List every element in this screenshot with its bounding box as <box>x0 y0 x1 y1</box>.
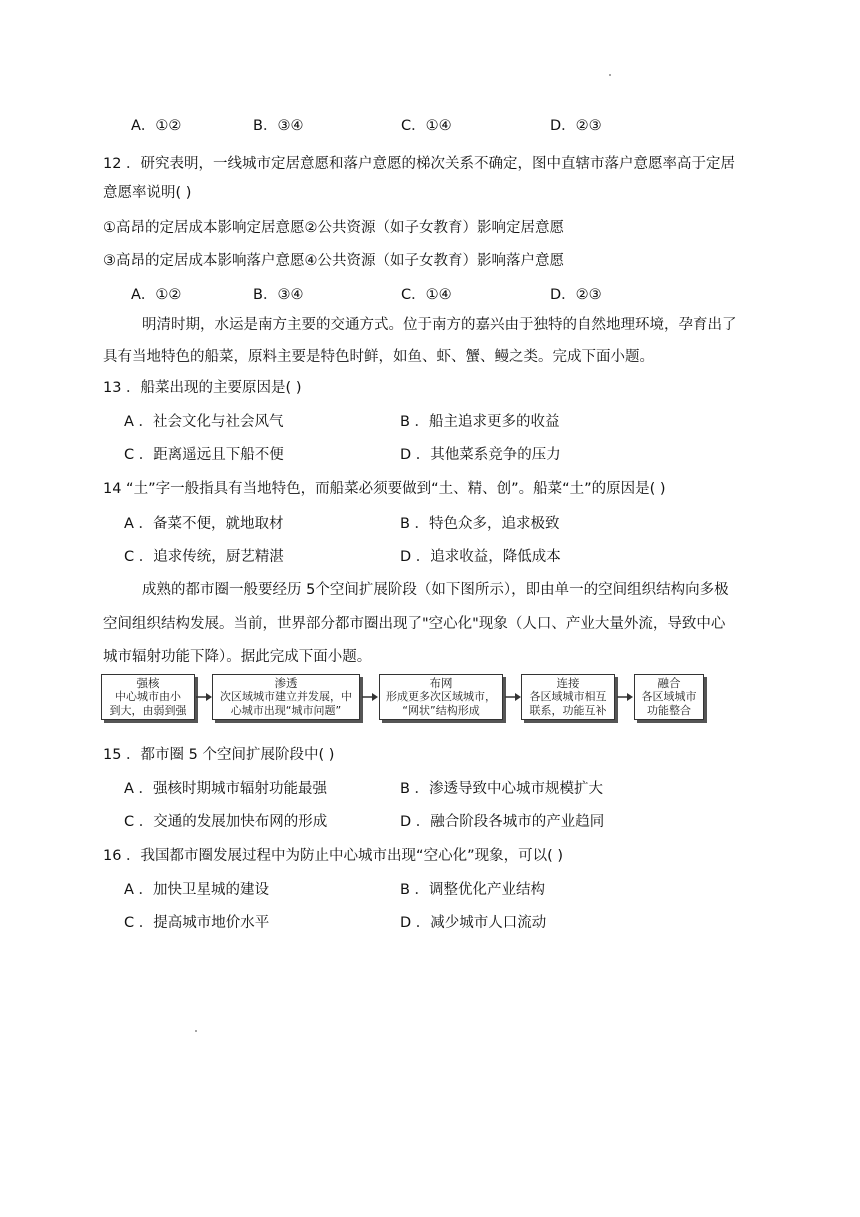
flow-stage-text: 联系，功能互补 <box>529 704 607 717</box>
q16-option-c: C ．提高城市地价水平 <box>124 915 270 931</box>
q13-stem: 13 ．船菜出现的主要原因是( ) <box>103 380 302 396</box>
q16-option-d: D ．减少城市人口流动 <box>400 915 547 931</box>
flow-arrow-icon <box>196 692 212 702</box>
q12-option-d: D．②③ <box>550 287 602 303</box>
flow-stage-title: 连接 <box>556 676 580 690</box>
flow-stage-title: 渗透 <box>274 676 298 690</box>
q15-option-c: C ．交通的发展加快布网的形成 <box>124 814 328 830</box>
flow-stage-integration <box>634 674 704 720</box>
flow-stage-title: 布网 <box>429 676 453 690</box>
flow-arrow-icon <box>505 692 521 702</box>
q11-option-c: C．①④ <box>401 118 452 134</box>
q14-option-a: A ．备菜不便，就地取材 <box>124 516 284 532</box>
flow-stage-text: 形成更多次区域城市， <box>386 690 496 703</box>
q16-option-a: A ．加快卫星城的建设 <box>124 882 270 898</box>
q15-option-d: D ．融合阶段各城市的产业趋同 <box>400 814 605 830</box>
flow-arrow-icon <box>617 692 633 702</box>
passage1-line1: 明清时期，水运是南方主要的交通方式。位于南方的嘉兴由于独特的自然地理环境，孕育出了 <box>142 317 737 333</box>
passage2-line3: 城市辐射功能下降）。据此完成下面小题。 <box>103 649 372 665</box>
q15-option-a: A ．强核时期城市辐射功能最强 <box>124 781 328 797</box>
flow-stage-text: 心城市出现“城市问题” <box>230 704 342 717</box>
q12-option-b: B．③④ <box>253 287 304 303</box>
passage2-line2: 空间组织结构发展。当前，世界部分都市圈出现了"空心化"现象（人口、产业大量外流，导致中心 <box>103 616 726 632</box>
q13-option-c: C ．距离遥远且下船不便 <box>124 447 284 463</box>
flow-stage-penetration <box>212 674 360 720</box>
q11-option-a: A．①② <box>131 118 182 134</box>
flow-stage-title: 融合 <box>657 676 681 690</box>
q12-stem-line2: 意愿率说明( ) <box>103 185 192 201</box>
q13-option-a: A ．社会文化与社会风气 <box>124 414 284 430</box>
q11-option-b: B．③④ <box>253 118 304 134</box>
flow-stage-text: 到大，由弱到强 <box>109 704 187 717</box>
flow-arrow-icon <box>362 692 378 702</box>
q11-option-d: D．②③ <box>550 118 602 134</box>
q12-statement-1: ①高昂的定居成本影响定居意愿②公共资源（如子女教育）影响定居意愿 <box>103 220 564 236</box>
q16-option-b: B ．调整优化产业结构 <box>400 882 546 898</box>
q15-option-b: B ．渗透导致中心城市规模扩大 <box>400 781 604 797</box>
q12-option-a: A．①② <box>131 287 182 303</box>
q14-option-c: C ．追求传统，厨艺精湛 <box>124 549 284 565</box>
flow-stage-text: “网状”结构形成 <box>402 704 480 717</box>
q12-option-c: C．①④ <box>401 287 452 303</box>
q14-option-d: D ．追求收益，降低成本 <box>400 549 561 565</box>
q12-statement-2: ③高昂的定居成本影响落户意愿④公共资源（如子女教育）影响落户意愿 <box>103 253 564 269</box>
q12-stem-line1: 12 ．研究表明，一线城市定居意愿和落户意愿的梯次关系不确定，图中直辖市落户意愿率高于定居 <box>103 156 736 172</box>
flow-stage-text: 各区域城市相互 <box>529 690 607 703</box>
passage2-line1: 成熟的都市圈一般要经历 5个空间扩展阶段（如下图所示），即由单一的空间组织结构向多极 <box>142 582 729 598</box>
flow-stage-strong-core <box>101 674 195 720</box>
flow-stage-connection <box>521 674 615 720</box>
passage1-line2: 具有当地特色的船菜，原料主要是特色时鲜，如鱼、虾、蟹、鳗之类。完成下面小题。 <box>103 349 654 365</box>
flow-stage-text: 次区域城市建立并发展，中 <box>220 690 352 703</box>
q13-option-b: B ．船主追求更多的收益 <box>400 414 560 430</box>
flow-stage-text: 各区域城市 <box>641 690 697 703</box>
flow-stage-text: 功能整合 <box>647 704 691 717</box>
flow-stage-text: 中心城市由小 <box>115 690 181 703</box>
flow-stage-network <box>379 674 503 720</box>
q14-option-b: B ．特色众多，追求极致 <box>400 516 560 532</box>
q16-stem: 16 ．我国都市圈发展过程中为防止中心城市出现“空心化”现象，可以( ) <box>103 848 564 864</box>
flow-stage-title: 强核 <box>136 676 160 690</box>
q14-stem: 14 “土”字一般指具有当地特色，而船菜必须要做到“土、精、创”。船菜“土”的原因是( ) <box>103 481 666 497</box>
scan-speck <box>195 1030 197 1032</box>
q13-option-d: D ．其他菜系竞争的压力 <box>400 447 561 463</box>
q15-stem: 15 ．都市圈 5 个空间扩展阶段中( ) <box>103 747 335 763</box>
scan-speck <box>609 74 611 76</box>
